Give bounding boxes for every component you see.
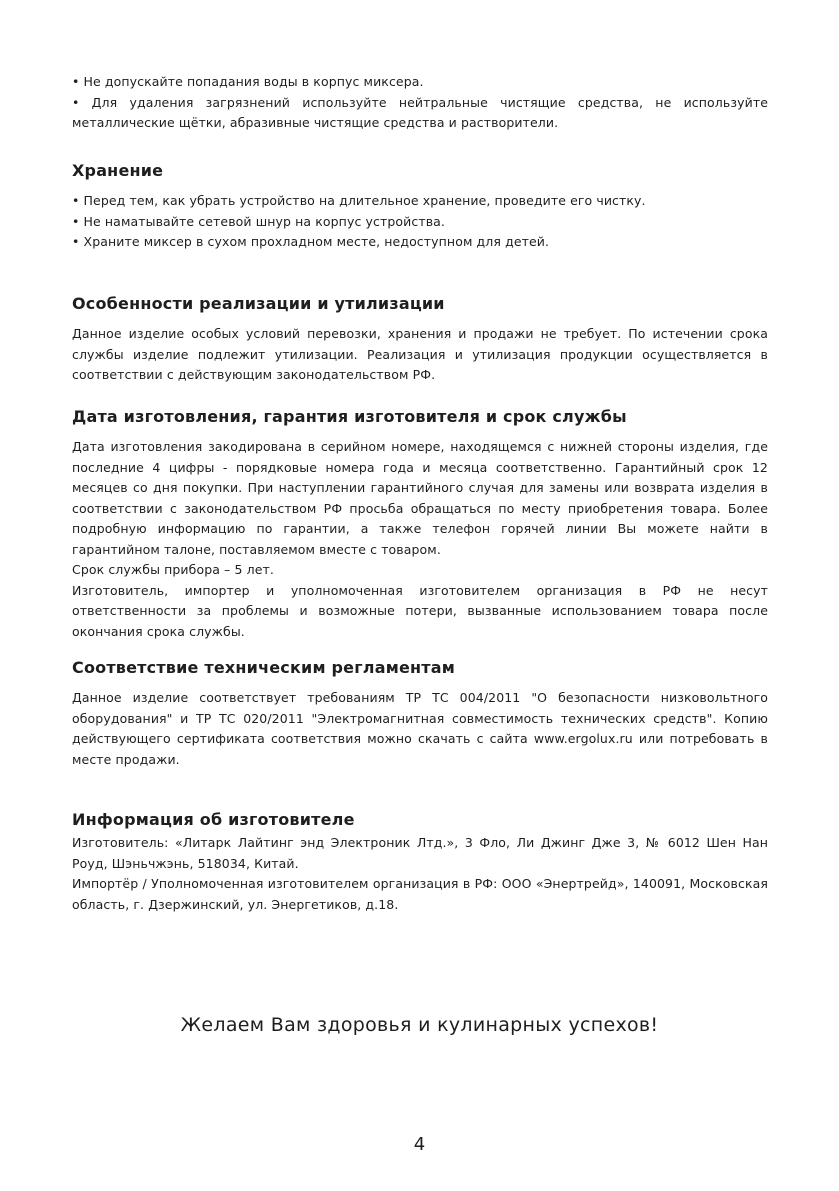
compliance-heading: Соответствие техническим регламентам	[72, 658, 456, 677]
service-life-text: Срок службы прибора – 5 лет.	[72, 562, 274, 577]
storage-bullet-place: • Храните миксер в сухом прохладном месте, недоступном для детей.	[72, 234, 550, 249]
storage-section	[72, 160, 768, 253]
manufacturer-text: Изготовитель: «Литарк Лайтинг энд Электроник Лтд.», 3 Фло, Ли Джинг Дже 3, № 6012 Шен Нан Роуд, Шэньчжэнь, 518034, Китай.	[72, 835, 768, 871]
importer-text: Импортёр / Уполномоченная изготовителем организация в РФ: ООО «Энертрейд», 140091, Московская область, г. Дзержинский, ул. Энергетиков, д.18.	[72, 876, 768, 912]
closing-wish: Желаем Вам здоровья и кулинарных успехов!	[180, 1014, 659, 1036]
disposal-section	[72, 293, 768, 386]
warranty-text: Дата изготовления закодирована в серийном номере, находящемся с нижней стороны изделия, где последние 4 цифры - порядковые номера года и месяца соответственно. Гарантийный срок 12 месяцев со дня покупки. При наступлении гарантийного случая для замены или возврата изделия в соответствии с законодательством РФ просьба обращаться по месту приобретения товара. Более подробную информацию по гарантии, а также телефон горячей линии Вы можете найти в гарантийном талоне, поставляемом вместе с товаром.	[72, 439, 768, 557]
warranty-section	[72, 406, 768, 642]
storage-heading: Хранение	[72, 161, 164, 180]
page-number: 4	[413, 1134, 426, 1155]
care-bullet-water: • Не допускайте попадания воды в корпус миксера.	[72, 74, 424, 89]
liability-text: Изготовитель, импортер и уполномоченная изготовителем организация в РФ не несут ответственности за проблемы и возможные потери, вызванные использованием товара после окончания срока службы.	[72, 582, 768, 639]
compliance-section	[72, 657, 768, 770]
manufacturer-section	[72, 809, 768, 915]
manufacturer-heading: Информация об изготовителе	[72, 810, 355, 829]
storage-bullet-cleaning: • Перед тем, как убрать устройство на длительное хранение, проведите его чистку.	[72, 193, 646, 208]
warranty-heading: Дата изготовления, гарантия изготовителя и срок службы	[72, 407, 627, 426]
storage-bullet-cord: • Не наматывайте сетевой шнур на корпус устройства.	[72, 213, 446, 229]
care-section	[72, 72, 768, 134]
care-bullet-cleaning: • Для удаления загрязнений используйте нейтральные чистящие средства, не используйте металлические щётки, абразивные чистящие средства и растворители.	[72, 94, 768, 130]
disposal-text: Данное изделие особых условий перевозки, хранения и продажи не требует. По истечении срока службы изделие подлежит утилизации. Реализация и утилизация продукции осуществляется в соответствии с действующим законодательством РФ.	[72, 326, 768, 382]
compliance-text: Данное изделие соответствует требованиям ТР ТС 004/2011 "О безопасности низковольтного оборудования" и ТР ТС 020/2011 "Электромагнитная совместимость технических средств". Копию действующего сертификата соответствия можно скачать с сайта www.ergolux.ru или потребовать в месте продажи.	[72, 690, 768, 767]
disposal-heading: Особенности реализации и утилизации	[72, 294, 445, 313]
